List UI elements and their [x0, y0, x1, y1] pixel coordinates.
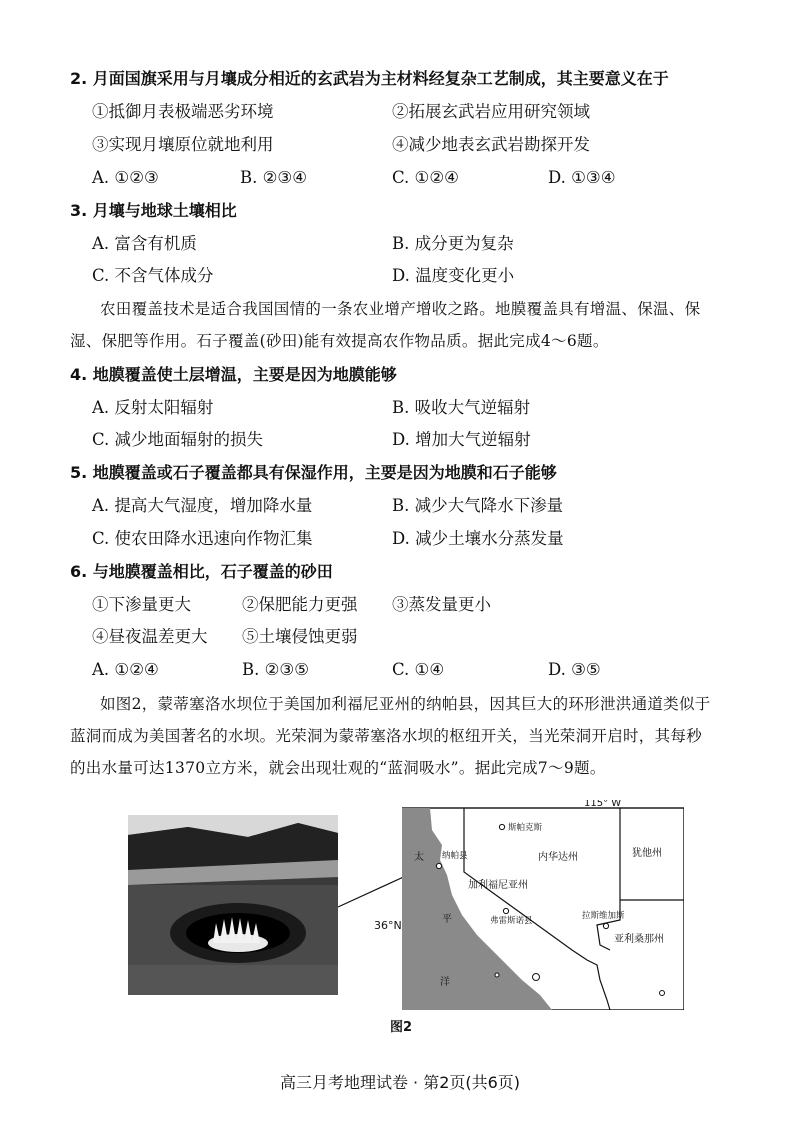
q2-option-a: A. ①②③	[92, 168, 159, 187]
q6-item-5: ⑤土壤侵蚀更弱	[242, 627, 358, 646]
ocean-char-3: 洋	[440, 977, 450, 988]
longitude-label: 115° W	[584, 800, 622, 809]
q6-item-2: ②保肥能力更强	[242, 595, 358, 614]
q6-item-3: ③蒸发量更小	[392, 595, 491, 614]
q2-option-d: D. ①③④	[548, 168, 616, 187]
q5-option-a: A. 提高大气湿度，增加降水量	[92, 496, 313, 515]
california-label: 加利福尼亚州	[468, 880, 528, 891]
intro-4-6-line-2: 湿、保肥等作用。石子覆盖(砂田)能有效提高农作物品质。据此完成4～6题。	[70, 332, 609, 350]
nevada-label: 内华达州	[538, 852, 578, 863]
q6-item-4: ④昼夜温差更大	[92, 627, 208, 646]
utah-label: 犹他州	[632, 848, 662, 859]
region-map	[402, 800, 684, 1010]
fresno-marker	[503, 908, 508, 913]
figure-caption: 图2	[390, 1020, 413, 1035]
ocean-char-1: 太	[414, 852, 424, 863]
q2-item-4: ④减少地表玄武岩勘探开发	[392, 135, 590, 154]
q5-option-b: B. 减少大气降水下渗量	[392, 496, 564, 515]
q3-option-b: B. 成分更为复杂	[392, 234, 514, 253]
q4-option-b: B. 吸收大气逆辐射	[392, 398, 531, 417]
q6-option-a: A. ①②④	[92, 660, 159, 679]
intro-7-9-line-1: 如图2，蒙蒂塞洛水坝位于美国加利福尼亚州的纳帕县，因其巨大的环形泄洪通道类似于	[100, 695, 711, 713]
q3-option-a: A. 富含有机质	[92, 234, 197, 253]
intro-7-9-line-2: 蓝洞而成为美国著名的水坝。光荣洞为蒙蒂塞洛水坝的枢纽开关，当光荣洞开启时，其每秒	[70, 727, 703, 745]
intro-7-9-line-3: 的出水量可达1370立方米，就会出现壮观的“蓝洞吸水”。据此完成7～9题。	[70, 759, 606, 777]
q6-stem: 6. 与地膜覆盖相比，石子覆盖的砂田	[70, 562, 333, 581]
q4-option-c: C. 减少地面辐射的损失	[92, 430, 264, 449]
napa-label: 纳帕县	[442, 851, 468, 861]
glory-hole-photo-drawing	[128, 815, 338, 995]
latitude-label: 36°N	[374, 919, 402, 932]
q2-item-3: ③实现月壤原位就地利用	[92, 135, 274, 154]
napa-marker	[436, 863, 441, 868]
q5-option-d: D. 减少土壤水分蒸发量	[392, 529, 564, 548]
las-vegas-label: 拉斯维加斯	[582, 911, 625, 921]
q3-option-d: D. 温度变化更小	[392, 266, 515, 285]
q6-item-1: ①下渗量更大	[92, 595, 191, 614]
region-map-drawing	[402, 800, 684, 1010]
sparks-label: 斯帕克斯	[508, 823, 543, 833]
q6-option-b: B. ②③⑤	[242, 660, 309, 679]
q2-item-2: ②拓展玄武岩应用研究领域	[392, 102, 590, 121]
q5-stem: 5. 地膜覆盖或石子覆盖都具有保湿作用，主要是因为地膜和石子能够	[70, 463, 557, 482]
fresno-label: 弗雷斯诺县	[490, 916, 533, 926]
q2-item-1: ①抵御月表极端恶劣环境	[92, 102, 274, 121]
q3-option-c: C. 不含气体成分	[92, 266, 214, 285]
q5-option-c: C. 使农田降水迅速向作物汇集	[92, 529, 313, 548]
ocean-char-2: 平	[442, 914, 452, 925]
q2-option-b: B. ②③④	[240, 168, 307, 187]
glory-hole-photo	[128, 815, 338, 995]
q4-stem: 4. 地膜覆盖使土层增温，主要是因为地膜能够	[70, 365, 397, 384]
q3-stem: 3. 月壤与地球土壤相比	[70, 201, 237, 220]
las-vegas-marker	[603, 923, 608, 928]
arizona-label: 亚利桑那州	[614, 934, 664, 945]
q4-option-d: D. 增加大气逆辐射	[392, 430, 531, 449]
intro-4-6-line-1: 农田覆盖技术是适合我国国情的一条农业增产增收之路。地膜覆盖具有增温、保温、保	[100, 300, 701, 318]
q6-option-c: C. ①④	[392, 660, 445, 679]
sparks-marker	[499, 824, 504, 829]
page-footer: 高三月考地理试卷 · 第2页(共6页)	[279, 1073, 521, 1092]
q2-option-c: C. ①②④	[392, 168, 459, 187]
q2-stem: 2. 月面国旗采用与月壤成分相近的玄武岩为主材料经复杂工艺制成，其主要意义在于	[70, 69, 669, 88]
q4-option-a: A. 反射太阳辐射	[92, 398, 214, 417]
q6-option-d: D. ③⑤	[548, 660, 601, 679]
